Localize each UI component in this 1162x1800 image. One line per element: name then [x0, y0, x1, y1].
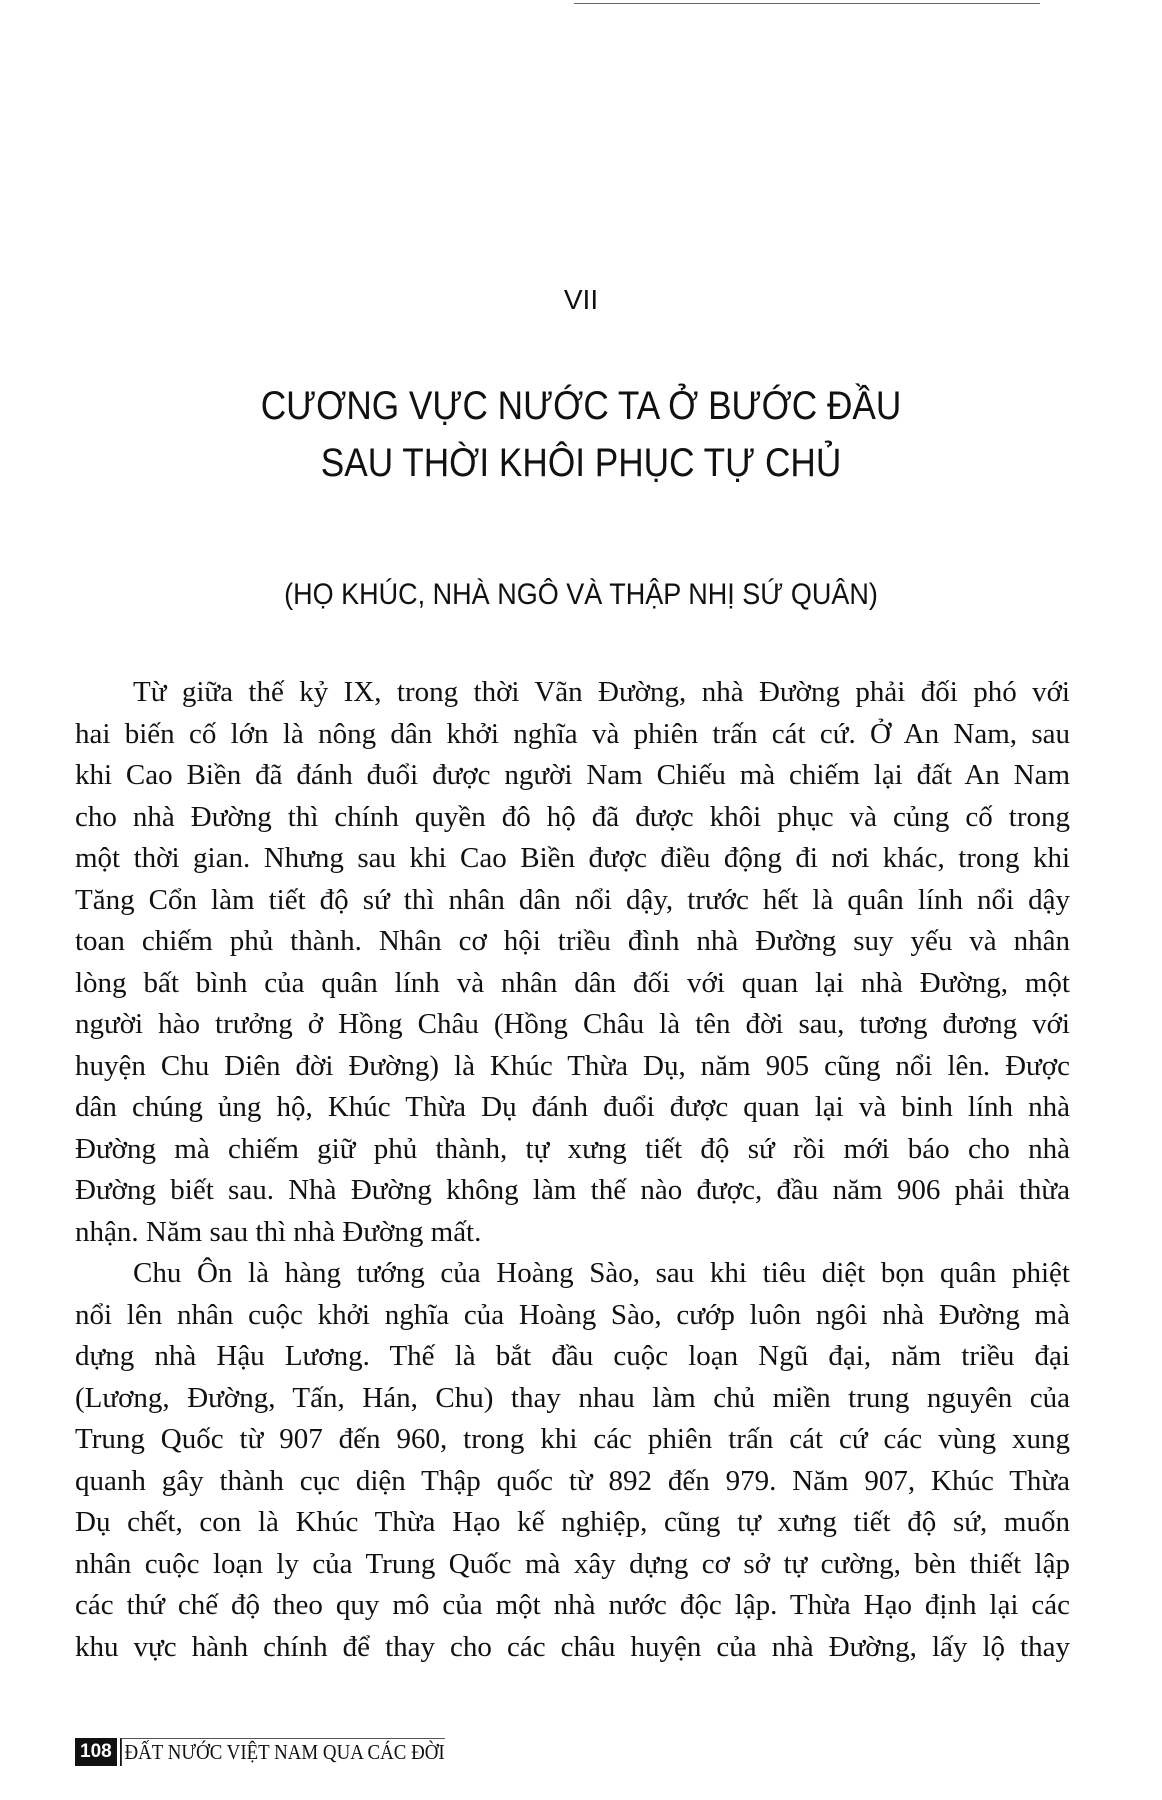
text-line: một thời gian. Nhưng sau khi Cao Biền được điều động đi nơi khác, trong khi	[75, 842, 1070, 874]
chapter-title-line-1: CƯƠNG VỰC NƯỚC TA Ở BƯỚC ĐẦU	[260, 384, 902, 428]
chapter-title-line-2: SAU THỜI KHÔI PHỤC TỰ CHỦ	[320, 441, 842, 485]
running-head: ĐẤT NƯỚC VIỆT NAM QUA CÁC ĐỜI	[120, 1738, 445, 1766]
text-line: nhân cuộc loạn ly của Trung Quốc mà xây dựng cơ sở tự cường, bèn thiết lập	[75, 1547, 1070, 1580]
text-line: khi Cao Biền đã đánh đuổi được người Nam Chiếu mà chiếm lại đất An Nam	[75, 759, 1070, 791]
text-line: Chu Ôn là hàng tướng của Hoàng Sào, sau khi tiêu diệt bọn quân phiệt	[133, 1257, 1070, 1289]
text-line: dân chúng ủng hộ, Khúc Thừa Dụ đánh đuổi được quan lại và binh lính nhà	[75, 1091, 1070, 1123]
chapter-number: VII	[563, 284, 599, 315]
body-text	[75, 672, 1070, 1668]
text-line: Trung Quốc từ 907 đến 960, trong khi các phiên trấn cát cứ các vùng xung	[75, 1423, 1070, 1455]
text-line: toan chiếm phủ thành. Nhân cơ hội triều đình nhà Đường suy yếu và nhân	[75, 925, 1070, 957]
text-line: các thứ chế độ theo quy mô của một nhà nước độc lập. Thừa Hạo định lại các	[75, 1589, 1070, 1621]
page-number: 108	[75, 1738, 117, 1766]
text-line: Dụ chết, con là Khúc Thừa Hạo kế nghiệp, cũng tự xưng tiết độ sứ, muốn	[75, 1506, 1070, 1538]
text-line: lòng bất bình của quân lính và nhân dân đối với quan lại nhà Đường, một	[75, 966, 1070, 999]
text-line: người hào trưởng ở Hồng Châu (Hồng Châu là tên đời sau, tương đương với	[75, 1008, 1070, 1040]
text-line: Đường mà chiếm giữ phủ thành, tự xưng tiết độ sứ rồi mới báo cho nhà	[75, 1132, 1070, 1165]
text-line: nổi lên nhân cuộc khởi nghĩa của Hoàng Sào, cướp luôn ngôi nhà Đường mà	[75, 1298, 1070, 1331]
page-footer	[75, 1738, 481, 1766]
text-line: (Lương, Đường, Tấn, Hán, Chu) thay nhau làm chủ miền trung nguyên của	[75, 1381, 1070, 1414]
text-line: khu vực hành chính để thay cho các châu huyện của nhà Đường, lấy lộ thay	[75, 1630, 1070, 1663]
text-line: hai biến cố lớn là nông dân khởi nghĩa và phiên trấn cát cứ. Ở An Nam, sau	[75, 717, 1070, 750]
text-line: Từ giữa thế kỷ IX, trong thời Vãn Đường, nhà Đường phải đối phó với	[133, 676, 1070, 708]
text-line: cho nhà Đường thì chính quyền đô hộ đã được khôi phục và củng cố trong	[75, 800, 1070, 833]
text-line: Đường biết sau. Nhà Đường không làm thế nào được, đầu năm 906 phải thừa	[75, 1174, 1070, 1206]
chapter-subtitle: (HỌ KHÚC, NHÀ NGÔ VÀ THẬP NHỊ SỨ QUÂN)	[284, 578, 878, 611]
text-line: dựng nhà Hậu Lương. Thế là bắt đầu cuộc loạn Ngũ đại, năm triều đại	[75, 1340, 1070, 1372]
text-line: Tăng Cổn làm tiết độ sứ thì nhân dân nổi dậy, trước hết là quân lính nổi dậy	[75, 883, 1070, 916]
text-line: huyện Chu Diên đời Đường) là Khúc Thừa Dụ, năm 905 cũng nổi lên. Được	[75, 1049, 1070, 1082]
text-line: quanh gây thành cục diện Thập quốc từ 892 đến 979. Năm 907, Khúc Thừa	[75, 1464, 1070, 1497]
text-line: nhận. Năm sau thì nhà Đường mất.	[75, 1215, 482, 1248]
top-rule	[574, 3, 1040, 4]
